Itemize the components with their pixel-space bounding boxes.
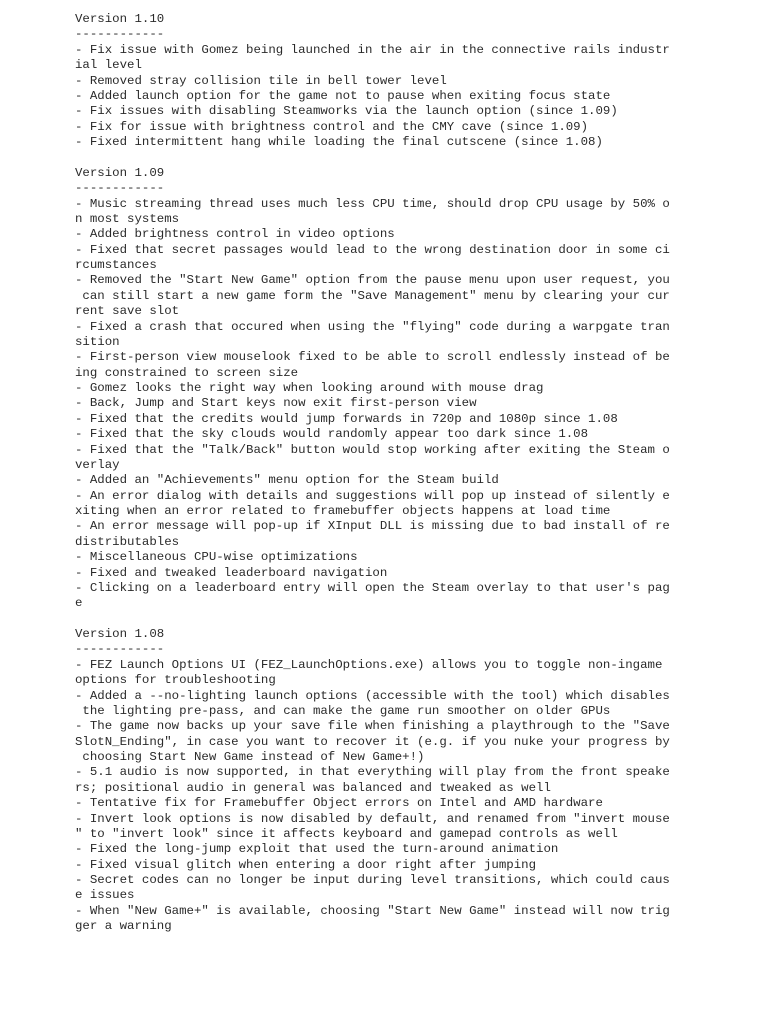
heading-underline: ------------ (75, 27, 165, 42)
changelog-line: - First-person view mouselook fixed to be able to scroll endlessly instead of be (75, 350, 670, 365)
changelog-line: - Secret codes can no longer be input during level transitions, which could caus (75, 873, 670, 887)
changelog-line: options for troubleshooting (75, 673, 276, 688)
version-heading: Version 1.10 (75, 12, 165, 26)
changelog-line: - Removed stray collision tile in bell tower level (75, 73, 447, 88)
changelog-line: - Removed the "Start New Game" option from the pause menu upon user request, you (75, 273, 670, 288)
changelog-line: can still start a new game form the "Save Management" menu by clearing your cur (75, 288, 670, 303)
changelog-line: rent save slot (75, 304, 180, 319)
changelog-line: - Fix issues with disabling Steamworks via the launch option (since 1.09) (75, 104, 618, 119)
changelog-line: - Back, Jump and Start keys now exit first-person view (75, 396, 477, 411)
changelog-line: ing constrained to screen size (75, 365, 299, 380)
changelog-line: - Music streaming thread uses much less CPU time, should drop CPU usage by 50% o (75, 196, 670, 211)
changelog-line: - Fixed the long-jump exploit that used the turn-around animation (75, 842, 559, 857)
changelog-line: ial level (75, 58, 142, 73)
changelog-line: - 5.1 audio is now supported, in that everything will play from the front speake (75, 765, 670, 780)
changelog-line: verlay (75, 457, 120, 472)
changelog-line: - Fixed intermittent hang while loading the final cutscene (since 1.08) (75, 135, 603, 149)
changelog-line: - Miscellaneous CPU-wise optimizations (75, 550, 358, 565)
changelog-line: - When "New Game+" is available, choosing "Start New Game" instead will now trig (75, 903, 670, 918)
changelog-line: ger a warning (75, 919, 172, 934)
changelog-line: - An error message will pop-up if XInput DLL is missing due to bad install of re (75, 519, 670, 534)
changelog-line: - Clicking on a leaderboard entry will open the Steam overlay to that user's pag (75, 580, 670, 595)
changelog-line: - Fixed that the sky clouds would randomly appear too dark since 1.08 (75, 427, 589, 442)
changelog-line: n most systems (75, 211, 180, 226)
changelog-line: - Fixed visual glitch when entering a door right after jumping (75, 857, 537, 872)
version-heading: Version 1.08 (75, 627, 165, 641)
heading-underline: ------------ (75, 181, 165, 196)
changelog-line: - Added an "Achievements" menu option for the Steam build (75, 473, 499, 488)
blank-line (75, 150, 675, 165)
changelog-line: choosing Start New Game instead of New Game+!) (75, 750, 425, 764)
changelog-line: e issues (75, 888, 135, 903)
version-heading: Version 1.09 (75, 165, 165, 180)
changelog-line: - Added brightness control in video options (75, 227, 395, 242)
changelog-line: rs; positional audio in general was balanced and tweaked as well (75, 780, 551, 795)
changelog-line: - Gomez looks the right way when looking around with mouse drag (75, 381, 544, 395)
changelog-line: - Tentative fix for Framebuffer Object errors on Intel and AMD hardware (75, 796, 603, 811)
changelog-line: - Fixed that the "Talk/Back" button would stop working after exiting the Steam o (75, 442, 670, 457)
changelog-line: - Invert look options is now disabled by default, and renamed from "invert mouse (75, 811, 670, 826)
changelog-line: - Fixed that the credits would jump forwards in 720p and 1080p since 1.08 (75, 411, 618, 426)
changelog-line: SlotN_Ending", in case you want to recover it (e.g. if you nuke your progress by (75, 734, 670, 749)
changelog-line: distributables (75, 534, 180, 549)
changelog-line: - Added launch option for the game not to pause when exiting focus state (75, 88, 611, 103)
changelog-line: - The game now backs up your save file when finishing a playthrough to the "Save (75, 719, 670, 734)
changelog-line: - An error dialog with details and suggestions will pop up instead of silently e (75, 488, 670, 503)
changelog-line: - Fix for issue with brightness control and the CMY cave (since 1.09) (75, 119, 589, 134)
changelog-line: - Fixed that secret passages would lead to the wrong destination door in some ci (75, 242, 670, 257)
blank-line (75, 612, 675, 627)
changelog-line: e (75, 596, 83, 611)
changelog-line: - Fix issue with Gomez being launched in the air in the connective rails industr (75, 42, 670, 57)
changelog-line: - Added a --no-lighting launch options (accessible with the tool) which disables (75, 688, 670, 703)
changelog-line: xiting when an error related to framebuffer objects happens at load time (75, 504, 611, 518)
changelog-line: rcumstances (75, 258, 157, 272)
heading-underline: ------------ (75, 642, 165, 657)
changelog-line: - Fixed and tweaked leaderboard navigation (75, 565, 388, 580)
changelog-line: - Fixed a crash that occured when using the "flying" code during a warpgate tran (75, 319, 670, 334)
changelog-document (75, 12, 675, 935)
changelog-line: sition (75, 334, 120, 349)
changelog-line: " to "invert look" since it affects keyboard and gamepad controls as well (75, 826, 618, 841)
changelog-line: the lighting pre-pass, and can make the game run smoother on older GPUs (75, 703, 611, 718)
changelog-line: - FEZ Launch Options UI (FEZ_LaunchOptions.exe) allows you to toggle non-ingame (75, 657, 663, 672)
